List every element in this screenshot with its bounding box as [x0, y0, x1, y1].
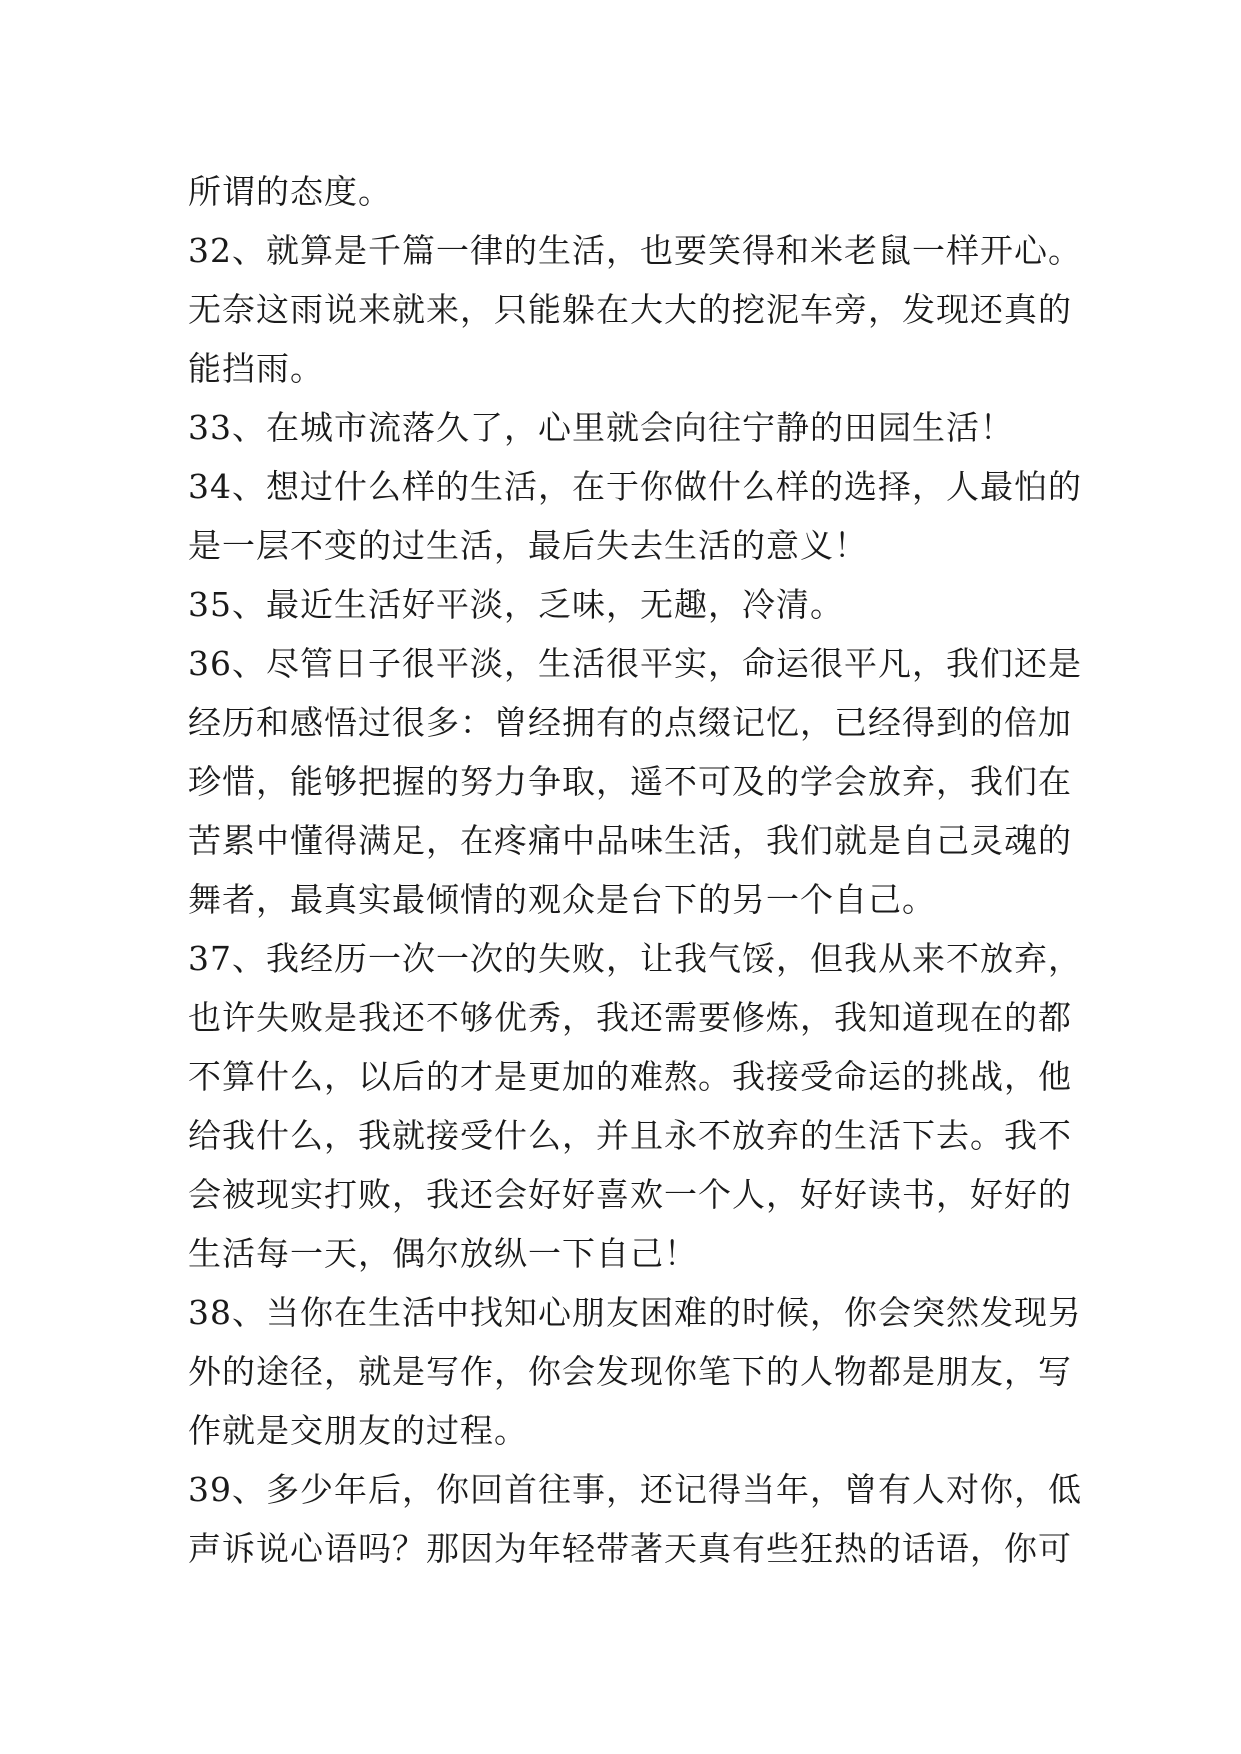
text-line: 是一层不变的过生活，最后失去生活的意义！ — [188, 526, 868, 565]
text-line: 38、当你在生活中找知心朋友困难的时候，你会突然发现另 — [188, 1293, 1082, 1332]
text-line: 经历和感悟过很多：曾经拥有的点缀记忆，已经得到的倍加 — [188, 703, 1072, 742]
text-line: 32、就算是千篇一律的生活，也要笑得和米老鼠一样开心。 — [188, 231, 1082, 270]
text-line: 也许失败是我还不够优秀，我还需要修炼，我知道现在的都 — [188, 998, 1072, 1037]
text-line: 舞者，最真实最倾情的观众是台下的另一个自己。 — [188, 880, 936, 919]
text-line: 39、多少年后，你回首往事，还记得当年，曾有人对你，低 — [188, 1470, 1082, 1509]
text-line: 作就是交朋友的过程。 — [188, 1411, 528, 1450]
text-line: 珍惜，能够把握的努力争取，遥不可及的学会放弃，我们在 — [188, 762, 1072, 801]
text-line: 所谓的态度。 — [188, 172, 392, 211]
text-line: 苦累中懂得满足，在疼痛中品味生活，我们就是自己灵魂的 — [188, 821, 1072, 860]
text-line: 33、在城市流落久了，心里就会向往宁静的田园生活！ — [188, 408, 1014, 447]
text-line: 会被现实打败，我还会好好喜欢一个人，好好读书，好好的 — [188, 1175, 1072, 1214]
text-line: 34、想过什么样的生活，在于你做什么样的选择，人最怕的 — [188, 467, 1082, 506]
text-line: 声诉说心语吗？那因为年轻带著天真有些狂热的话语，你可 — [188, 1529, 1072, 1568]
text-line: 不算什么，以后的才是更加的难熬。我接受命运的挑战，他 — [188, 1057, 1072, 1096]
text-line: 给我什么，我就接受什么，并且永不放弃的生活下去。我不 — [188, 1116, 1072, 1155]
document-body — [188, 162, 1082, 1578]
text-line: 36、尽管日子很平淡，生活很平实，命运很平凡，我们还是 — [188, 644, 1082, 683]
text-line: 无奈这雨说来就来，只能躲在大大的挖泥车旁，发现还真的 — [188, 290, 1072, 329]
text-line: 37、我经历一次一次的失败，让我气馁，但我从来不放弃， — [188, 939, 1082, 978]
text-line: 生活每一天，偶尔放纵一下自己！ — [188, 1234, 698, 1273]
text-line: 外的途径，就是写作，你会发现你笔下的人物都是朋友，写 — [188, 1352, 1072, 1391]
text-line: 能挡雨。 — [188, 349, 324, 388]
text-line: 35、最近生活好平淡，乏味，无趣，冷清。 — [188, 585, 844, 624]
